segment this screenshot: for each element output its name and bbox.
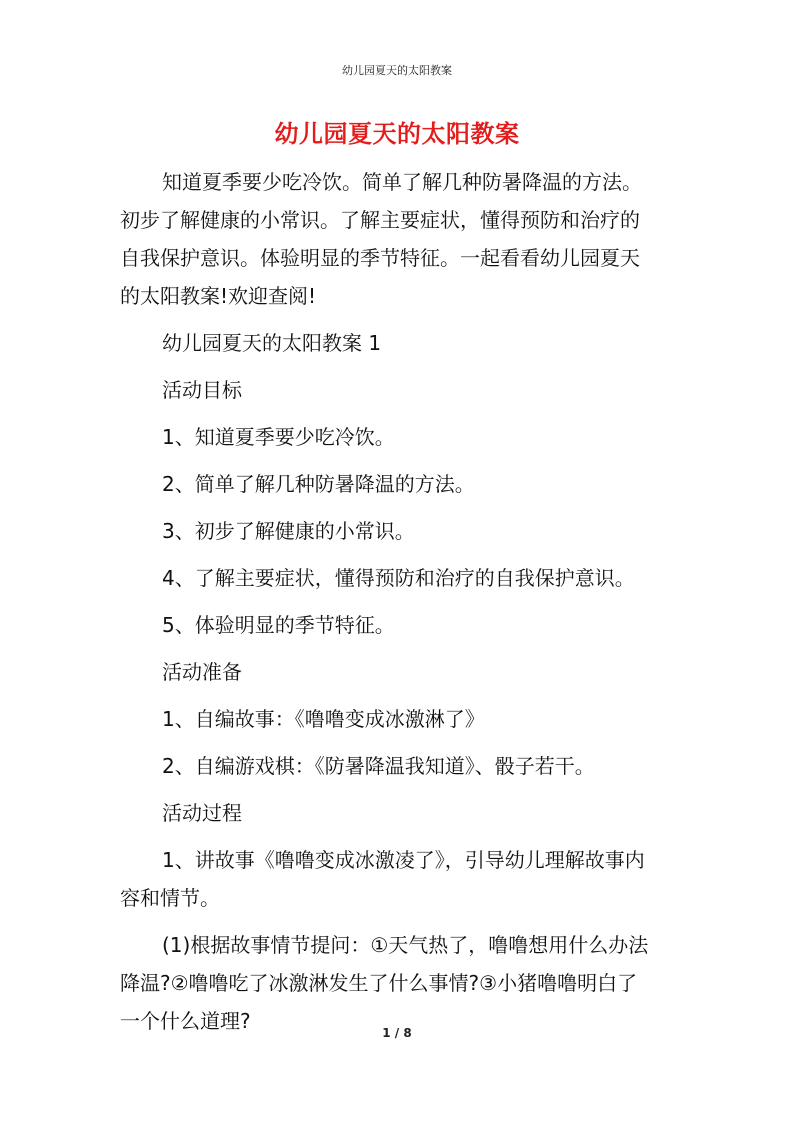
goals-heading: 活动目标 <box>162 378 242 402</box>
goal-item: 2、简单了解几种防暑降温的方法。 <box>162 472 475 496</box>
prep-item: 2、自编游戏棋：《防暑降温我知道》、骰子若干。 <box>162 754 595 778</box>
intro-line: 的太阳教案!欢迎查阅! <box>120 284 317 308</box>
prep-item: 1、自编故事：《噜噜变成冰激淋了》 <box>162 707 485 731</box>
process-heading: 活动过程 <box>162 801 242 825</box>
goal-item: 1、知道夏季要少吃冷饮。 <box>162 425 395 449</box>
goal-item: 5、体验明显的季节特征。 <box>162 613 395 637</box>
document-title: 幼儿园夏天的太阳教案 <box>274 120 520 148</box>
prep-heading: 活动准备 <box>162 660 242 684</box>
intro-line: 知道夏季要少吃冷饮。简单了解几种防暑降温的方法。 <box>162 170 642 194</box>
document-body <box>120 163 692 1040</box>
process-item <box>120 841 692 917</box>
process-line: 一个什么道理? <box>120 1009 251 1033</box>
intro-line: 自我保护意识。体验明显的季节特征。一起看看幼儿园夏天 <box>120 246 640 270</box>
page-number: 1 / 8 <box>382 1026 412 1040</box>
section-title: 幼儿园夏天的太阳教案 1 <box>162 331 382 355</box>
process-line: 容和情节。 <box>120 886 220 910</box>
intro-line: 初步了解健康的小常识。了解主要症状，懂得预防和治疗的 <box>120 208 640 232</box>
intro-paragraph <box>120 163 692 315</box>
process-line: (1)根据故事情节提问：①天气热了，噜噜想用什么办法 <box>162 933 649 957</box>
process-subitem <box>120 926 692 1040</box>
process-line: 降温?②噜噜吃了冰激淋发生了什么事情?③小猪噜噜明白了 <box>120 971 638 995</box>
goal-item: 4、了解主要症状，懂得预防和治疗的自我保护意识。 <box>162 566 635 590</box>
running-header: 幼儿园夏天的太阳教案 <box>342 64 452 77</box>
process-line: 1、讲故事《噜噜变成冰激凌了》，引导幼儿理解故事内 <box>162 848 645 872</box>
goal-item: 3、初步了解健康的小常识。 <box>162 519 415 543</box>
